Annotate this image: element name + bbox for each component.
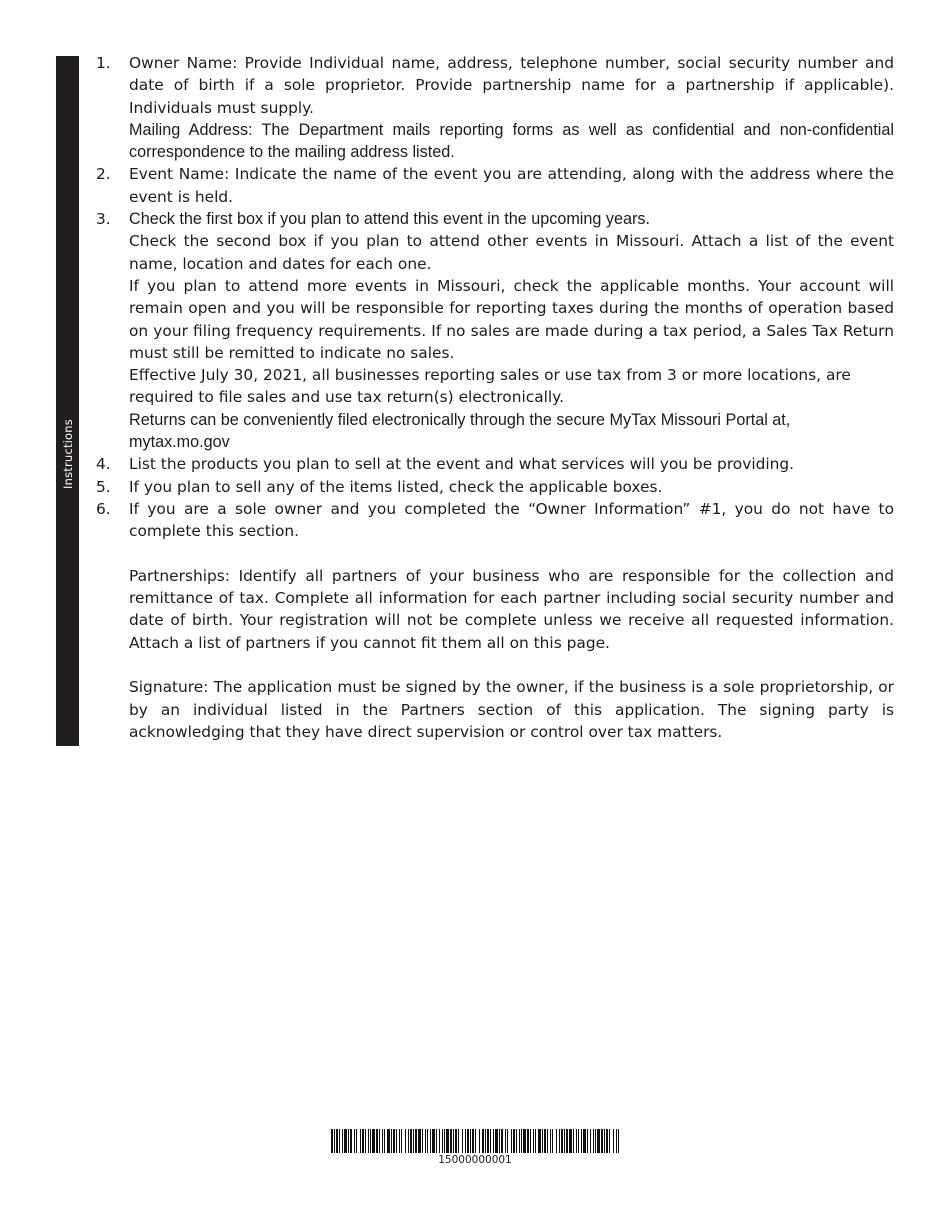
mytax-portal-paragraph: Returns can be conveniently filed electronically through the secure MyTax Missouri Portal at, mytax.mo.gov [129, 410, 791, 452]
sidebar-label: Instructions [60, 419, 75, 489]
item-number: 4. [96, 455, 111, 474]
partnerships-paragraph: Partnerships: Identify all partners of your business who are responsible for the collection and remittance of tax. Complete all information for each partner including social security number and date of birth. Your registration will not be complete unless we receive all requested information. Attach a list of partners if you cannot fit them all on this page. [129, 566, 894, 652]
second-box-paragraph: Check the second box if you plan to attend other events in Missouri. Attach a list of the event name, location and dates for each one. [129, 232, 894, 273]
instruction-item-4 [96, 453, 894, 475]
owner-name-paragraph: Owner Name: Provide Individual name, address, telephone number, social security number and date of birth if a sole proprietor. Provide partnership name for a partnership if applicable). Individuals must supply. [129, 54, 894, 117]
event-name-paragraph: Event Name: Indicate the name of the event you are attending, along with the address where the event is held. [129, 165, 894, 206]
item-number: 2. [96, 165, 111, 184]
products-paragraph: List the products you plan to sell at the event and what services will you be providing. [129, 455, 795, 474]
instruction-item-2 [96, 163, 894, 208]
mailing-address-paragraph: Mailing Address: The Department mails reporting forms as well as confidential and non-confidential correspondence to the mailing address listed. [129, 120, 894, 162]
months-paragraph: If you plan to attend more events in Missouri, check the applicable months. Your account will remain open and you will be responsible for reporting taxes during the months of operation based on your filing frequency requirements. If no sales are made during a tax period, a Sales Tax Return must still be remitted to indicate no sales. [129, 276, 894, 362]
instructions-list [96, 52, 894, 743]
item-number: 5. [96, 477, 111, 496]
electronic-filing-paragraph: Effective July 30, 2021, all businesses reporting sales or use tax from 3 or more locations, are required to file sales and use tax return(s) electronically. [129, 366, 851, 407]
item-number: 3. [96, 210, 111, 229]
item-number: 1. [96, 54, 111, 72]
items-listed-paragraph: If you plan to sell any of the items listed, check the applicable boxes. [129, 477, 663, 496]
paragraph-spacer [129, 654, 894, 676]
instruction-item-5 [96, 476, 894, 498]
item-number: 6. [96, 499, 111, 518]
paragraph-spacer [129, 543, 894, 565]
instruction-item-6 [96, 498, 894, 743]
sole-owner-paragraph: If you are a sole owner and you completed the “Owner Information” #1, you do not have to complete this section. [129, 499, 894, 541]
signature-paragraph: Signature: The application must be signed by the owner, if the business is a sole proprietorship, or by an individual listed in the Partners section of this application. The signing party is acknowledging that they have direct supervision or control over tax matters. [129, 678, 894, 741]
instruction-item-1 [96, 52, 894, 163]
barcode-image [331, 1129, 619, 1153]
instructions-sidebar [56, 56, 79, 746]
barcode [331, 1129, 619, 1166]
instruction-item-3 [96, 208, 894, 453]
barcode-number: 15000000001 [438, 1154, 512, 1166]
first-box-paragraph: Check the first box if you plan to attend this event in the upcoming years. [129, 210, 650, 229]
